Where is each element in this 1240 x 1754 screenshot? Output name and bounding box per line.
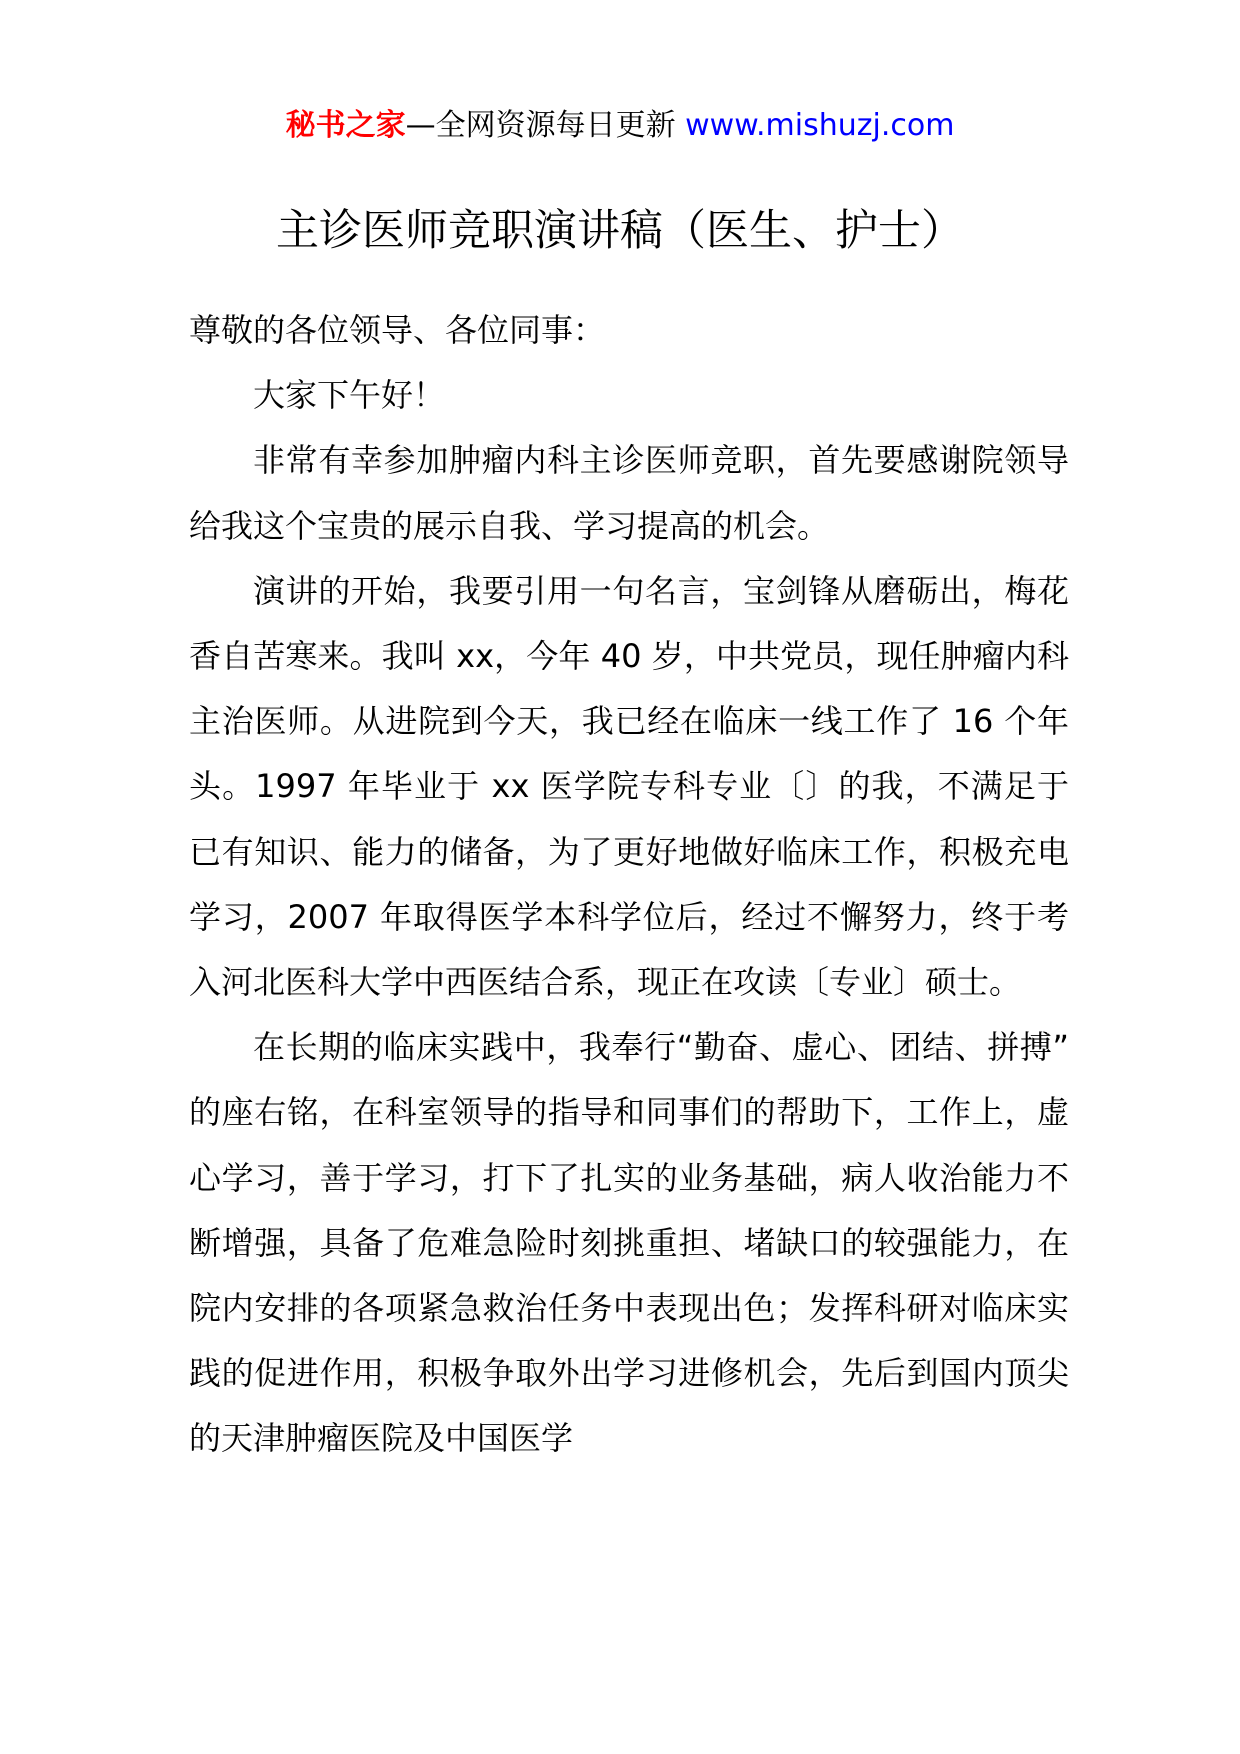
site-header: [0, 98, 1240, 154]
header-tagline: —全网资源每日更新: [405, 108, 686, 143]
salutation: 尊敬的各位领导、各位同事：: [189, 311, 606, 349]
document-body: [189, 298, 1069, 1472]
brand-name: 秘书之家: [285, 108, 406, 143]
site-url-link[interactable]: www.mishuzj.com: [685, 108, 955, 143]
paragraph-greeting: 大家下午好！: [253, 376, 446, 415]
document-title: 主诊医师竞职演讲稿（医生、护士）: [276, 206, 964, 256]
paragraph-introduction: 演讲的开始，我要引用一句名言，宝剑锋从磨砺出，梅花香自苦寒来。我叫 xx，今年 40 岁，中共党员，现任肿瘤内科主治医师。从进院到今天，我已经在临床一线工作了 16 个年头。1997 年毕业于 xx 医学院专科专业〔〕的我，不满足于已有知识、能力的储备，为了更好地做好临床工作，积极充电学习，2007 年取得医学本科学位后，经过不懈努力，终于考入河北医科大学中西医结合系，现正在攻读〔专业〕硕士。: [189, 571, 1069, 1002]
paragraph-clinical-practice: 在长期的临床实践中，我奉行“勤奋、虚心、团结、拼搏”的座右铭，在科室领导的指导和同事们的帮助下，工作上，虚心学习，善于学习，打下了扎实的业务基础，病人收治能力不断增强，具备了危难急险时刻挑重担、堵缺口的较强能力，在院内安排的各项紧急救治任务中表现出色；发挥科研对临床实践的促进作用，积极争取外出学习进修机会，先后到国内顶尖的天津肿瘤医院及中国医学: [189, 1028, 1069, 1458]
paragraph-thanks: 非常有幸参加肿瘤内科主诊医师竞职，首先要感谢院领导给我这个宝贵的展示自我、学习提高的机会。: [189, 441, 1069, 545]
